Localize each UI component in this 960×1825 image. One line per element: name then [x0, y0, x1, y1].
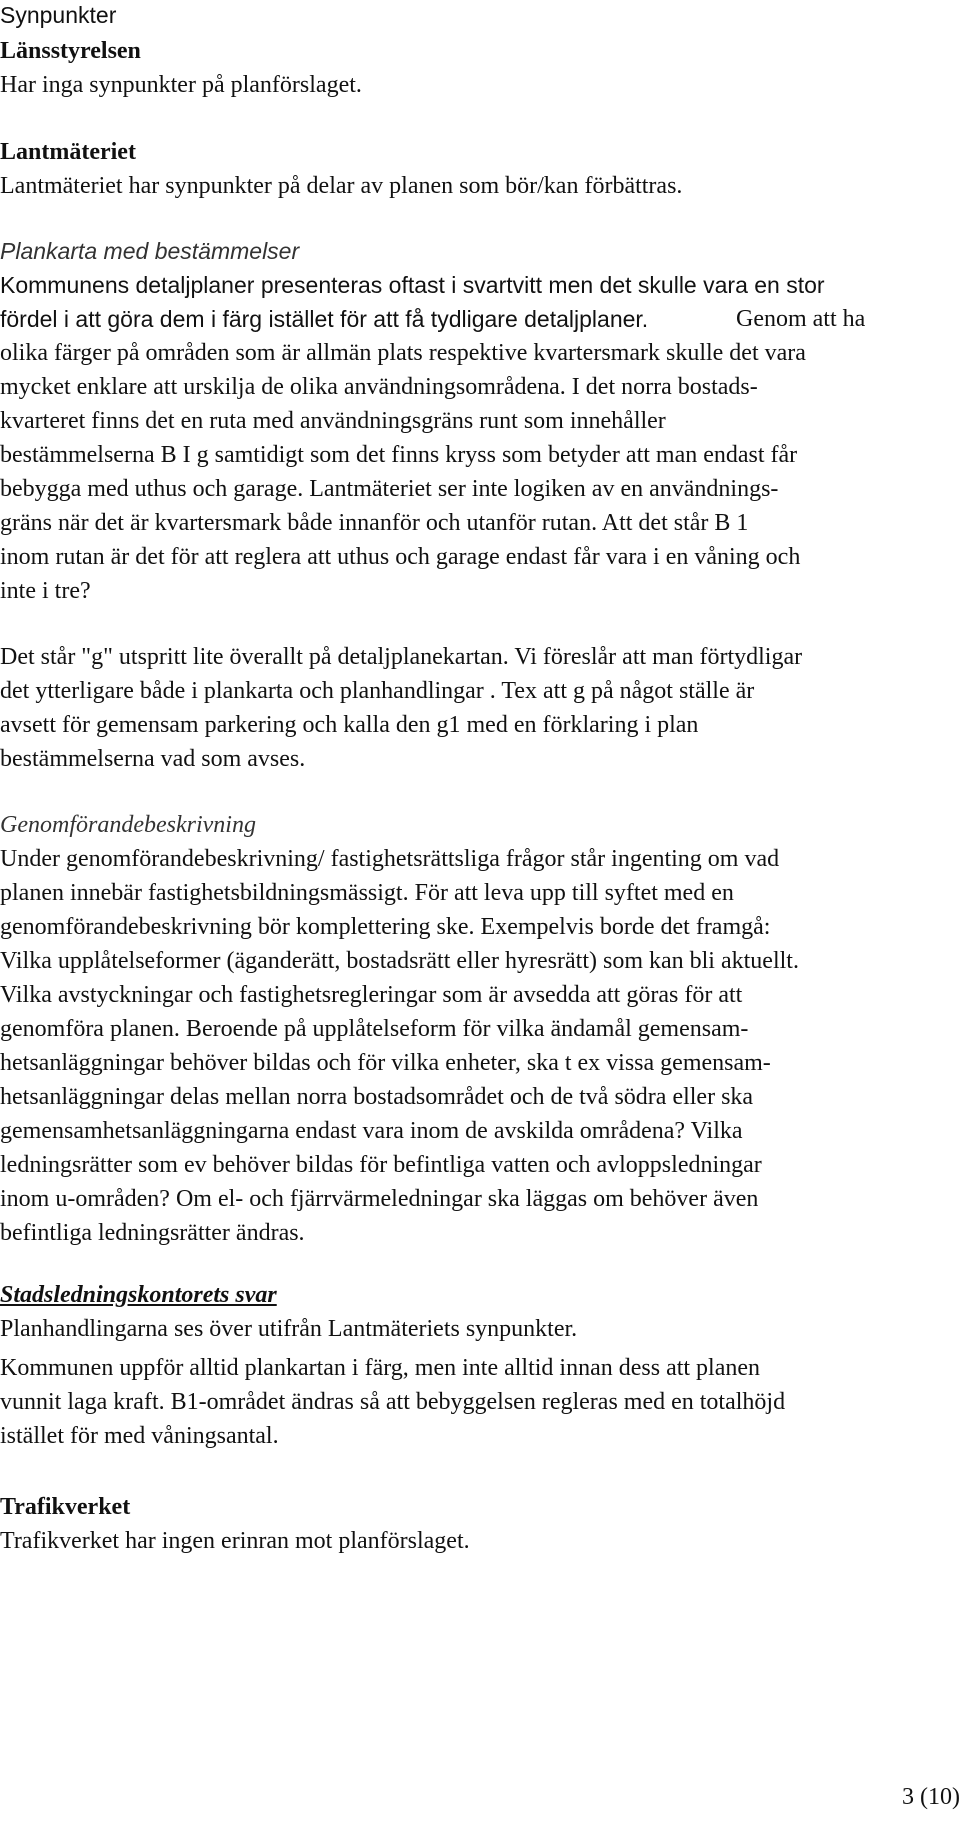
paragraph-line: Trafikverket har ingen erinran mot planförslaget.	[0, 1528, 470, 1554]
paragraph-line: befintliga ledningsrätter ändras.	[0, 1220, 305, 1246]
paragraph-line: Lantmäteriet har synpunkter på delar av planen som bör/kan förbättras.	[0, 173, 683, 199]
document-header: Synpunkter	[0, 2, 117, 28]
paragraph-line: planen innebär fastighetsbildningsmässigt. För att leva upp till syftet med en	[0, 880, 734, 906]
paragraph-line: Vilka avstyckningar och fastighetsregleringar som är avsedda att göras för att	[0, 982, 743, 1008]
paragraph-line: Det står "g" utspritt lite överallt på detaljplanekartan. Vi föreslår att man förtydligar	[0, 644, 803, 670]
subheading-genomforande: Genomförandebeskrivning	[0, 812, 256, 838]
paragraph-line: mycket enklare att urskilja de olika användningsområdena. I det norra bostads-	[0, 374, 758, 400]
paragraph-line: avsett för gemensam parkering och kalla den g1 med en förklaring i plan	[0, 712, 699, 738]
paragraph-line: inom rutan är det för att reglera att uthus och garage endast får vara i en våning och	[0, 544, 801, 570]
paragraph-line: hetsanläggningar delas mellan norra bostadsområdet och de två södra eller ska	[0, 1084, 754, 1110]
paragraph-line: gräns när det är kvartersmark både innanför och utanför rutan. Att det står B 1	[0, 510, 749, 536]
paragraph-line: inte i tre?	[0, 578, 91, 604]
paragraph-line: Vilka upplåtelseformer (äganderätt, bostadsrätt eller hyresrätt) som kan bli aktuellt.	[0, 948, 799, 974]
section-heading-lansstyrelsen: Länsstyrelsen	[0, 38, 141, 64]
paragraph-line: olika färger på områden som är allmän plats respektive kvartersmark skulle det vara	[0, 340, 806, 366]
paragraph-line: genomföra planen. Beroende på upplåtelseform för vilka ändamål gemensam-	[0, 1016, 749, 1042]
section-heading-trafikverket: Trafikverket	[0, 1494, 131, 1520]
paragraph-line: bestämmelserna B I g samtidigt som det finns kryss som betyder att man endast får	[0, 442, 798, 468]
section-heading-lantmateriet: Lantmäteriet	[0, 139, 136, 165]
paragraph-line: istället för med våningsantal.	[0, 1423, 279, 1449]
paragraph-line: genomförandebeskrivning bör komplettering ske. Exempelvis borde det framgå:	[0, 914, 771, 940]
subheading-plankarta: Plankarta med bestämmelser	[0, 238, 300, 264]
response-heading: Stadsledningskontorets svar	[0, 1282, 277, 1308]
page-number: 3 (10)	[902, 1784, 960, 1810]
paragraph-line: hetsanläggningar behöver bildas och för vilka enheter, ska t ex vissa gemensam-	[0, 1050, 771, 1076]
paragraph-line: Kommunens detaljplaner presenteras oftast i svartvitt men det skulle vara en stor	[0, 272, 825, 298]
paragraph-line: Planhandlingarna ses över utifrån Lantmäteriets synpunkter.	[0, 1316, 578, 1342]
paragraph-line: det ytterligare både i plankarta och planhandlingar . Tex att g på något ställe är	[0, 678, 755, 704]
paragraph-line: ledningsrätter som ev behöver bildas för befintliga vatten och avloppsledningar	[0, 1152, 762, 1178]
paragraph-line: vunnit laga kraft. B1-området ändras så att bebyggelsen regleras med en totalhöjd	[0, 1389, 786, 1415]
paragraph-line: Under genomförandebeskrivning/ fastighetsrättsliga frågor står ingenting om vad	[0, 846, 780, 872]
paragraph-line: bestämmelserna vad som avses.	[0, 746, 306, 772]
paragraph-line: Kommunen uppför alltid plankartan i färg, men inte alltid innan dess att planen	[0, 1355, 761, 1381]
paragraph-line: inom u-områden? Om el- och fjärrvärmeledningar ska läggas om behöver även	[0, 1186, 759, 1212]
paragraph-line: gemensamhetsanläggningarna endast vara inom de avskilda områdena? Vilka	[0, 1118, 743, 1144]
paragraph-line: kvarteret finns det en ruta med användningsgräns runt som innehåller	[0, 408, 666, 434]
paragraph-line: bebygga med uthus och garage. Lantmäteriet ser inte logiken av en användnings-	[0, 476, 779, 502]
paragraph-line-tail: Genom att ha	[736, 306, 866, 332]
paragraph-line: Har inga synpunkter på planförslaget.	[0, 72, 362, 98]
paragraph-line: fördel i att göra dem i färg istället för att få tydligare detaljplaner.	[0, 306, 649, 332]
